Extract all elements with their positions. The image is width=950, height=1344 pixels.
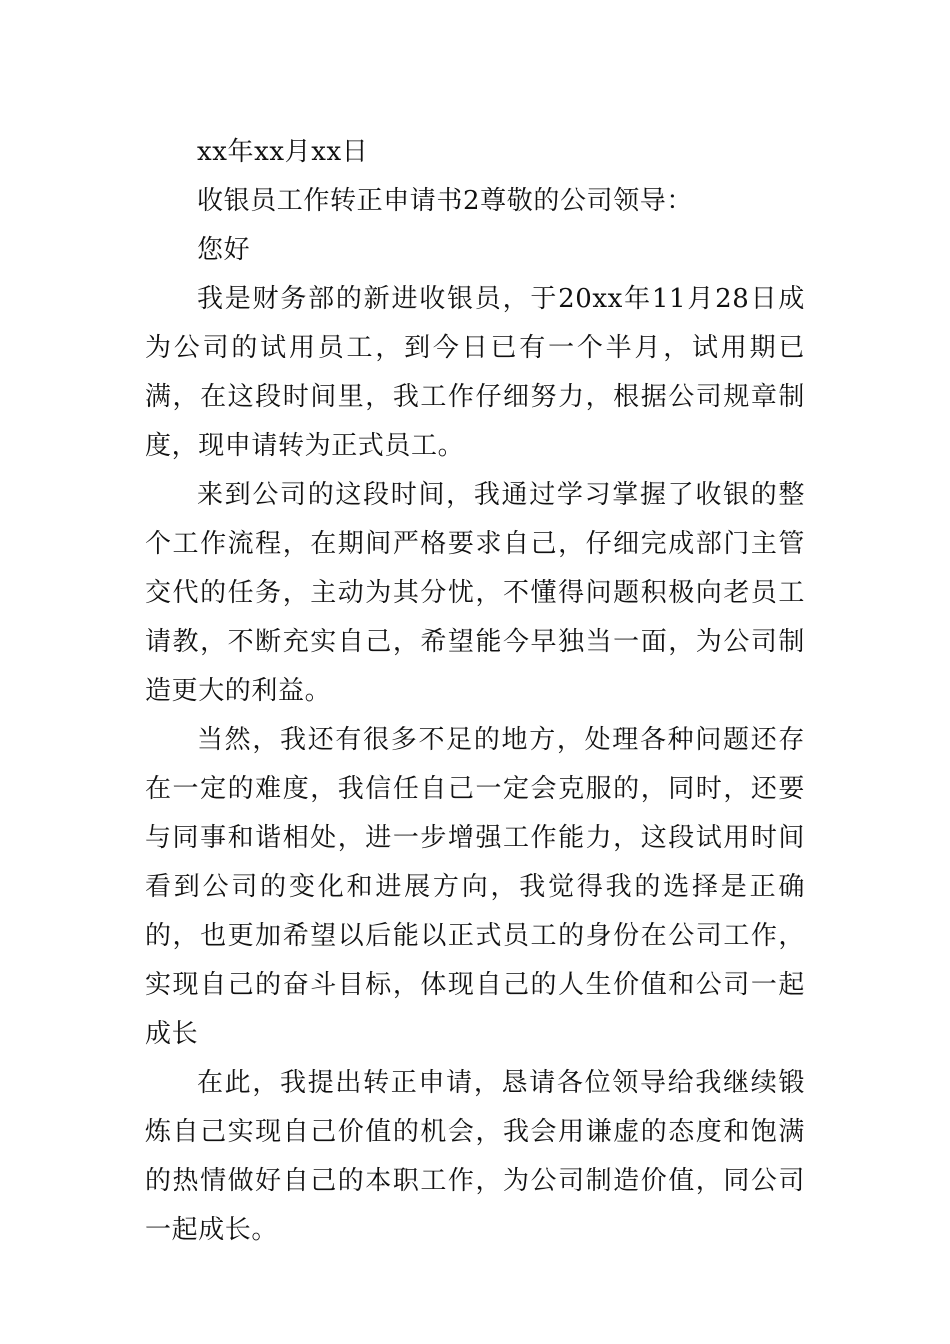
document-date: xx年xx月xx日	[197, 137, 369, 167]
body-paragraph: 在此，我提出转正申请，恳请各位领导给我继续锻炼自己实现自己价值的机会，我会用谦虚的态度和饱满的热情做好自己的本职工作，为公司制造价值，同公司一起成长。	[145, 1068, 805, 1245]
document-greeting: 您好	[197, 235, 251, 265]
body-paragraph: 当然，我还有很多不足的地方，处理各种问题还存在一定的难度，我信任自己一定会克服的，同时，还要与同事和谐相处，进一步增强工作能力，这段试用时间看到公司的变化和进展方向，我觉得我的选择是正确的，也更加希望以后能以正式员工的身份在公司工作，实现自己的奋斗目标，体现自己的人生价值和公司一起成长	[145, 725, 805, 1049]
body-paragraph: 来到公司的这段时间，我通过学习掌握了收银的整个工作流程，在期间严格要求自己，仔细完成部门主管交代的任务，主动为其分忧，不懂得问题积极向老员工请教，不断充实自己，希望能今早独当一面，为公司制造更大的利益。	[145, 480, 805, 706]
body-paragraph: 我是财务部的新进收银员，于20xx年11月28日成为公司的试用员工，到今日已有一个半月，试用期已满，在这段时间里，我工作仔细努力，根据公司规章制度，现申请转为正式员工。	[145, 284, 805, 461]
document-page	[145, 128, 805, 1255]
document-title-line: 收银员工作转正申请书2尊敬的公司领导：	[197, 186, 693, 216]
